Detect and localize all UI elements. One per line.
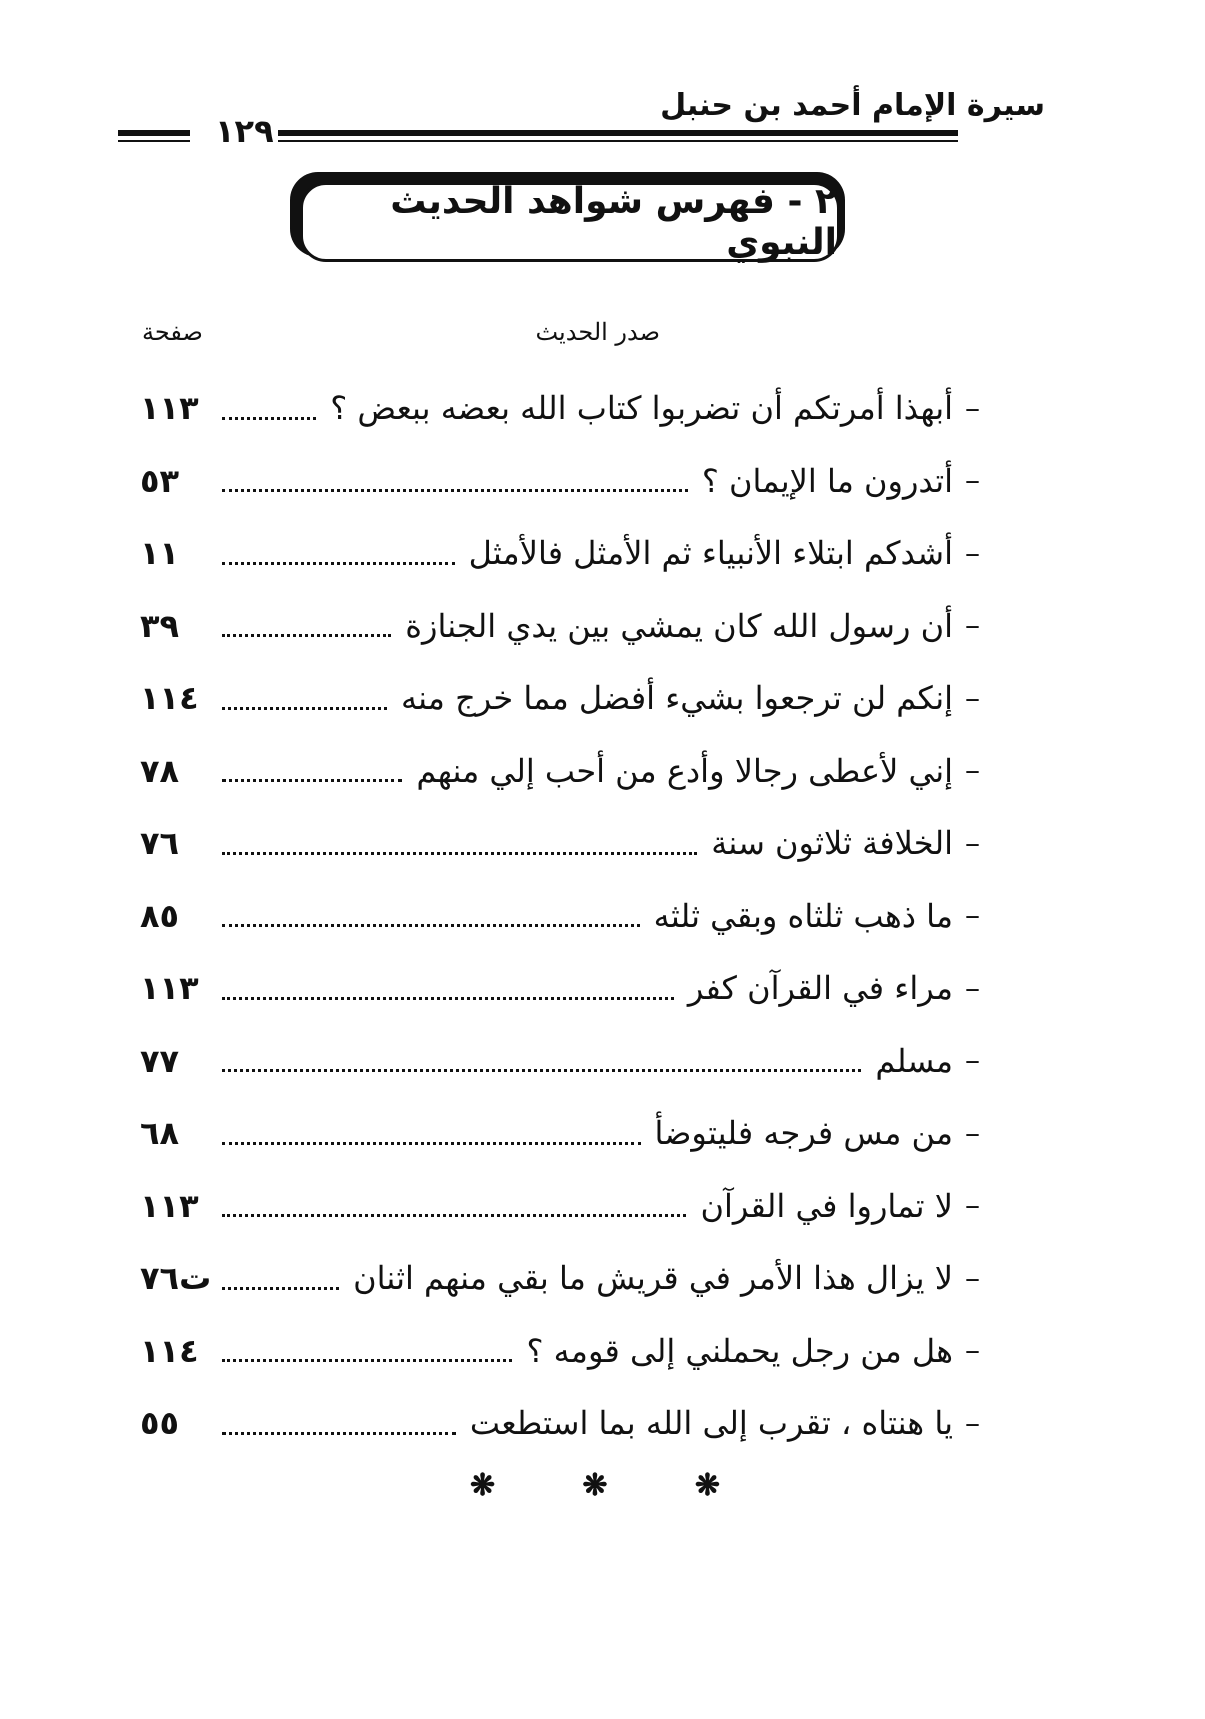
entry-text: مراء في القرآن كفر	[687, 969, 953, 1008]
leader-dots	[222, 1432, 456, 1435]
entry-dash: –	[965, 1260, 980, 1296]
entry-page: ١١٣	[140, 969, 199, 1008]
section-end-ornament	[470, 1468, 720, 1503]
entry-text: هل من رجل يحملني إلى قومه ؟	[526, 1331, 953, 1370]
index-entry	[140, 590, 980, 663]
entry-dash: –	[965, 680, 980, 716]
entry-text: أن رسول الله كان يمشي بين يدي الجنازة	[405, 606, 953, 645]
leader-dots	[222, 1287, 339, 1290]
star-ornament-icon: ❋	[694, 1468, 720, 1503]
entry-page: ١١٤	[140, 1331, 199, 1370]
entry-page: ١١٣	[140, 389, 199, 428]
leader-dots	[222, 707, 387, 710]
entry-page: ٦٨	[140, 1114, 180, 1153]
book-title: سيرة الإمام أحمد بن حنبل	[660, 88, 1045, 123]
leader-dots	[222, 417, 316, 420]
header-rule-left	[118, 130, 190, 136]
entry-page: ١١٣	[140, 1186, 199, 1225]
entry-dash: –	[965, 970, 980, 1006]
leader-dots	[222, 1214, 686, 1217]
leader-dots	[222, 634, 391, 637]
index-entry	[140, 1097, 980, 1170]
entry-page: ٥٣	[140, 461, 180, 500]
entry-text: الخلافة ثلاثون سنة	[711, 824, 953, 863]
index-entry	[140, 662, 980, 735]
entry-text: ما ذهب ثلثاه وبقي ثلثه	[653, 896, 953, 935]
index-entry	[140, 372, 980, 445]
leader-dots	[222, 1359, 512, 1362]
index-entry	[140, 445, 980, 518]
index-entry	[140, 517, 980, 590]
leader-dots	[222, 852, 697, 855]
column-header-hadith: صدر الحديث	[535, 318, 660, 346]
entry-text: أبهذا أمرتكم أن تضربوا كتاب الله بعضه ببعض ؟	[330, 389, 953, 428]
section-title: ٢ - فهرس شواهد الحديث النبوي	[300, 182, 840, 262]
entry-dash: –	[965, 1188, 980, 1224]
index-entry	[140, 735, 980, 808]
index-entry	[140, 807, 980, 880]
entry-page: ١١	[140, 534, 180, 573]
column-header-page: صفحة	[142, 318, 203, 346]
entry-dash: –	[965, 1405, 980, 1441]
leader-dots	[222, 924, 640, 927]
entry-text: لا يزال هذا الأمر في قريش ما بقي منهم اثنان	[353, 1259, 953, 1298]
entry-text: أتدرون ما الإيمان ؟	[701, 461, 953, 500]
entry-dash: –	[965, 825, 980, 861]
leader-dots	[222, 1069, 861, 1072]
entry-page: ١١٤	[140, 679, 199, 718]
star-ornament-icon: ❋	[582, 1468, 608, 1503]
hadith-index-list	[140, 372, 980, 1460]
entry-dash: –	[965, 535, 980, 571]
index-entry	[140, 1242, 980, 1315]
leader-dots	[222, 779, 402, 782]
leader-dots	[222, 1142, 641, 1145]
entry-text: أشدكم ابتلاء الأنبياء ثم الأمثل فالأمثل	[468, 534, 953, 573]
entry-text: إني لأعطى رجالا وأدع من أحب إلي منهم	[416, 751, 953, 790]
entry-dash: –	[965, 608, 980, 644]
entry-text: من مس فرجه فليتوضأ	[654, 1114, 953, 1153]
entry-dash: –	[965, 1115, 980, 1151]
star-ornament-icon: ❋	[470, 1468, 496, 1503]
entry-page: ٧٦	[140, 824, 180, 863]
entry-dash: –	[965, 1333, 980, 1369]
header-rule-right	[278, 130, 958, 136]
entry-page: ت٧٦	[140, 1259, 212, 1298]
entry-dash: –	[965, 390, 980, 426]
entry-text: لا تماروا في القرآن	[700, 1186, 953, 1225]
index-entry	[140, 880, 980, 953]
index-entry	[140, 1387, 980, 1460]
entry-text: مسلم	[875, 1041, 953, 1080]
header-rule-right-thin	[278, 140, 958, 142]
index-entry	[140, 952, 980, 1025]
entry-page: ٥٥	[140, 1404, 180, 1443]
leader-dots	[222, 489, 688, 492]
entry-text: يا هنتاه ، تقرب إلى الله بما استطعت	[469, 1404, 953, 1443]
entry-page: ٨٥	[140, 896, 180, 935]
entry-page: ٣٩	[140, 606, 180, 645]
entry-dash: –	[965, 463, 980, 499]
header-rule-left-thin	[118, 140, 190, 142]
entry-text: إنكم لن ترجعوا بشيء أفضل مما خرج منه	[400, 679, 953, 718]
entry-page: ٧٨	[140, 751, 180, 790]
entry-page: ٧٧	[140, 1041, 180, 1080]
page-number: ١٢٩	[215, 112, 274, 150]
index-entry	[140, 1025, 980, 1098]
entry-dash: –	[965, 898, 980, 934]
leader-dots	[222, 997, 674, 1000]
leader-dots	[222, 562, 455, 565]
index-entry	[140, 1170, 980, 1243]
entry-dash: –	[965, 753, 980, 789]
index-entry	[140, 1315, 980, 1388]
entry-dash: –	[965, 1043, 980, 1079]
